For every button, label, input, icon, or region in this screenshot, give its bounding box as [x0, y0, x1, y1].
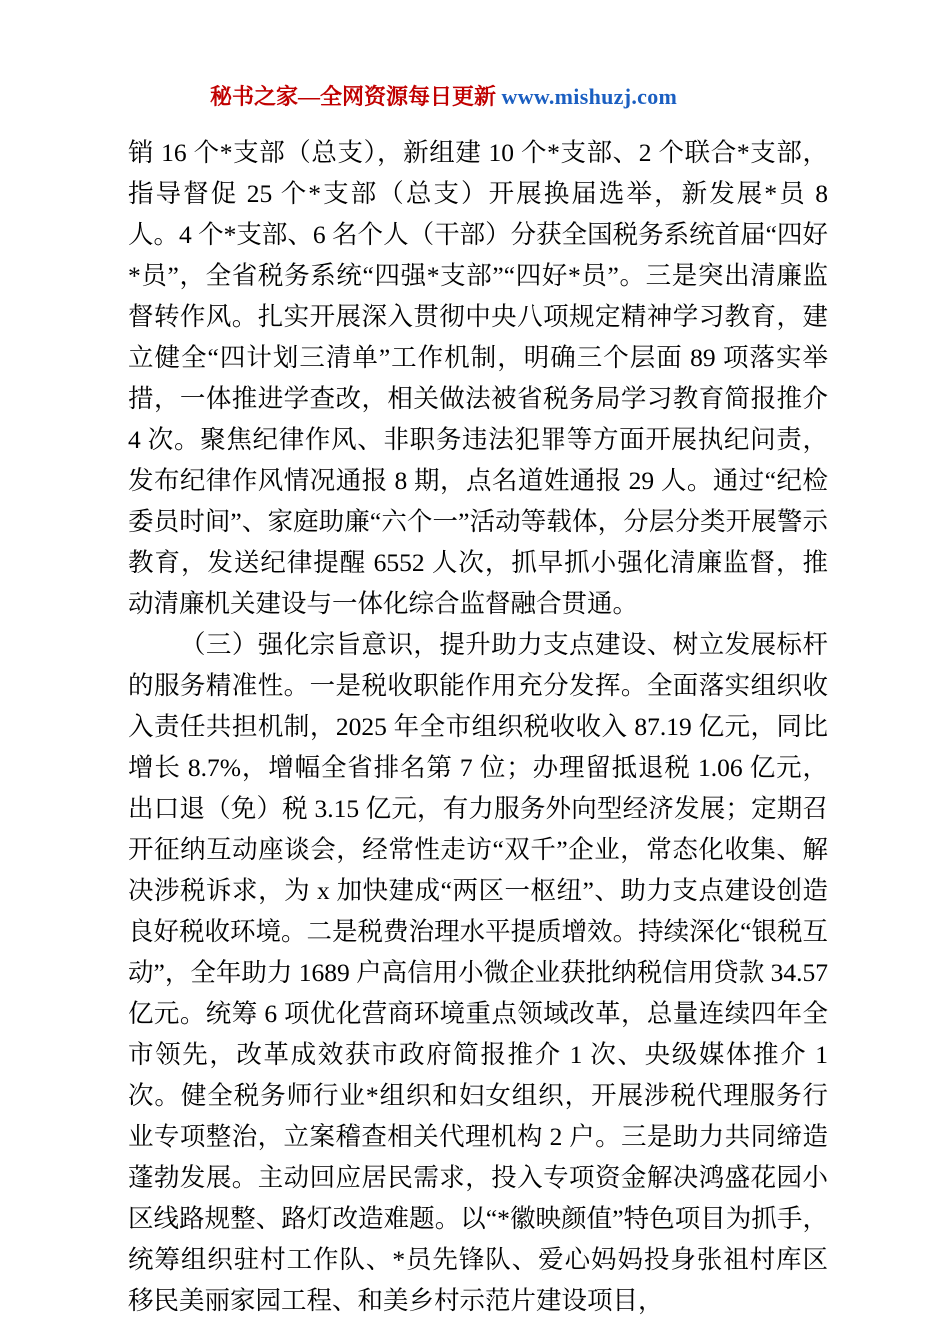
watermark-separator: — — [298, 84, 321, 109]
watermark-url: www.mishuzj.com — [501, 84, 678, 109]
watermark-brand: 秘书之家 — [210, 84, 299, 109]
watermark-tagline: 全网资源每日更新 — [320, 84, 497, 109]
document-text-body — [128, 132, 828, 1321]
paragraph-2: （三）强化宗旨意识，提升助力支点建设、树立发展标杆的服务精准性。一是税收职能作用充分发挥。全面落实组织收入责任共担机制，2025 年全市组织税收收入 87.19 亿元，同比增长 8.7%，增幅全省排名第 7 位；办理留抵退税 1.06 亿元，出口退（免）税 3.15 亿元，有力服务外向型经济发展；定期召开征纳互动座谈会，经常性走访“双千”企业，常态化收集、解决涉税诉求，为 x 加快建成“两区一枢纽”、助力支点建设创造良好税收环境。二是税费治理水平提质增效。持续深化“银税互动”，全年助力 1689 户高信用小微企业获批纳税信用贷款 34.57 亿元。统筹 6 项优化营商环境重点领域改革，总量连续四年全市领先，改革成效获市政府简报推介 1 次、央级媒体推介 1 次。健全税务师行业*组织和妇女组织，开展涉税代理服务行业专项整治，立案稽查相关代理机构 2 户。三是助力共同缔造蓬勃发展。主动回应居民需求，投入专项资金解决鸿盛花园小区线路规整、路灯改造难题。以“*徽映颜值”特色项目为抓手，统筹组织驻村工作队、*员先锋队、爱心妈妈投身张祖村库区移民美丽家园工程、和美乡村示范片建设项目， — [128, 630, 828, 1315]
paragraph-1: 销 16 个*支部（总支），新组建 10 个*支部、2 个联合*支部，指导督促 25 个*支部（总支）开展换届选举，新发展*员 8 人。4 个*支部、6 名个人（干部）分获全国税务系统首届“四好*员”，全省税务系统“四强*支部”“四好*员”。三是突出清廉监督转作风。扎实开展深入贯彻中央八项规定精神学习教育，建立健全“四计划三清单”工作机制，明确三个层面 89 项落实举措，一体推进学查改，相关做法被省税务局学习教育简报推介 4 次。聚焦纪律作风、非职务违法犯罪等方面开展执纪问责，发布纪律作风情况通报 8 期，点名道姓通报 29 人。通过“纪检委员时间”、家庭助廉“六个一”活动等载体，分层分类开展警示教育，发送纪律提醒 6552 人次，抓早抓小强化清廉监督，推动清廉机关建设与一体化综合监督融合贯通。 — [128, 138, 828, 618]
site-watermark — [210, 86, 677, 108]
